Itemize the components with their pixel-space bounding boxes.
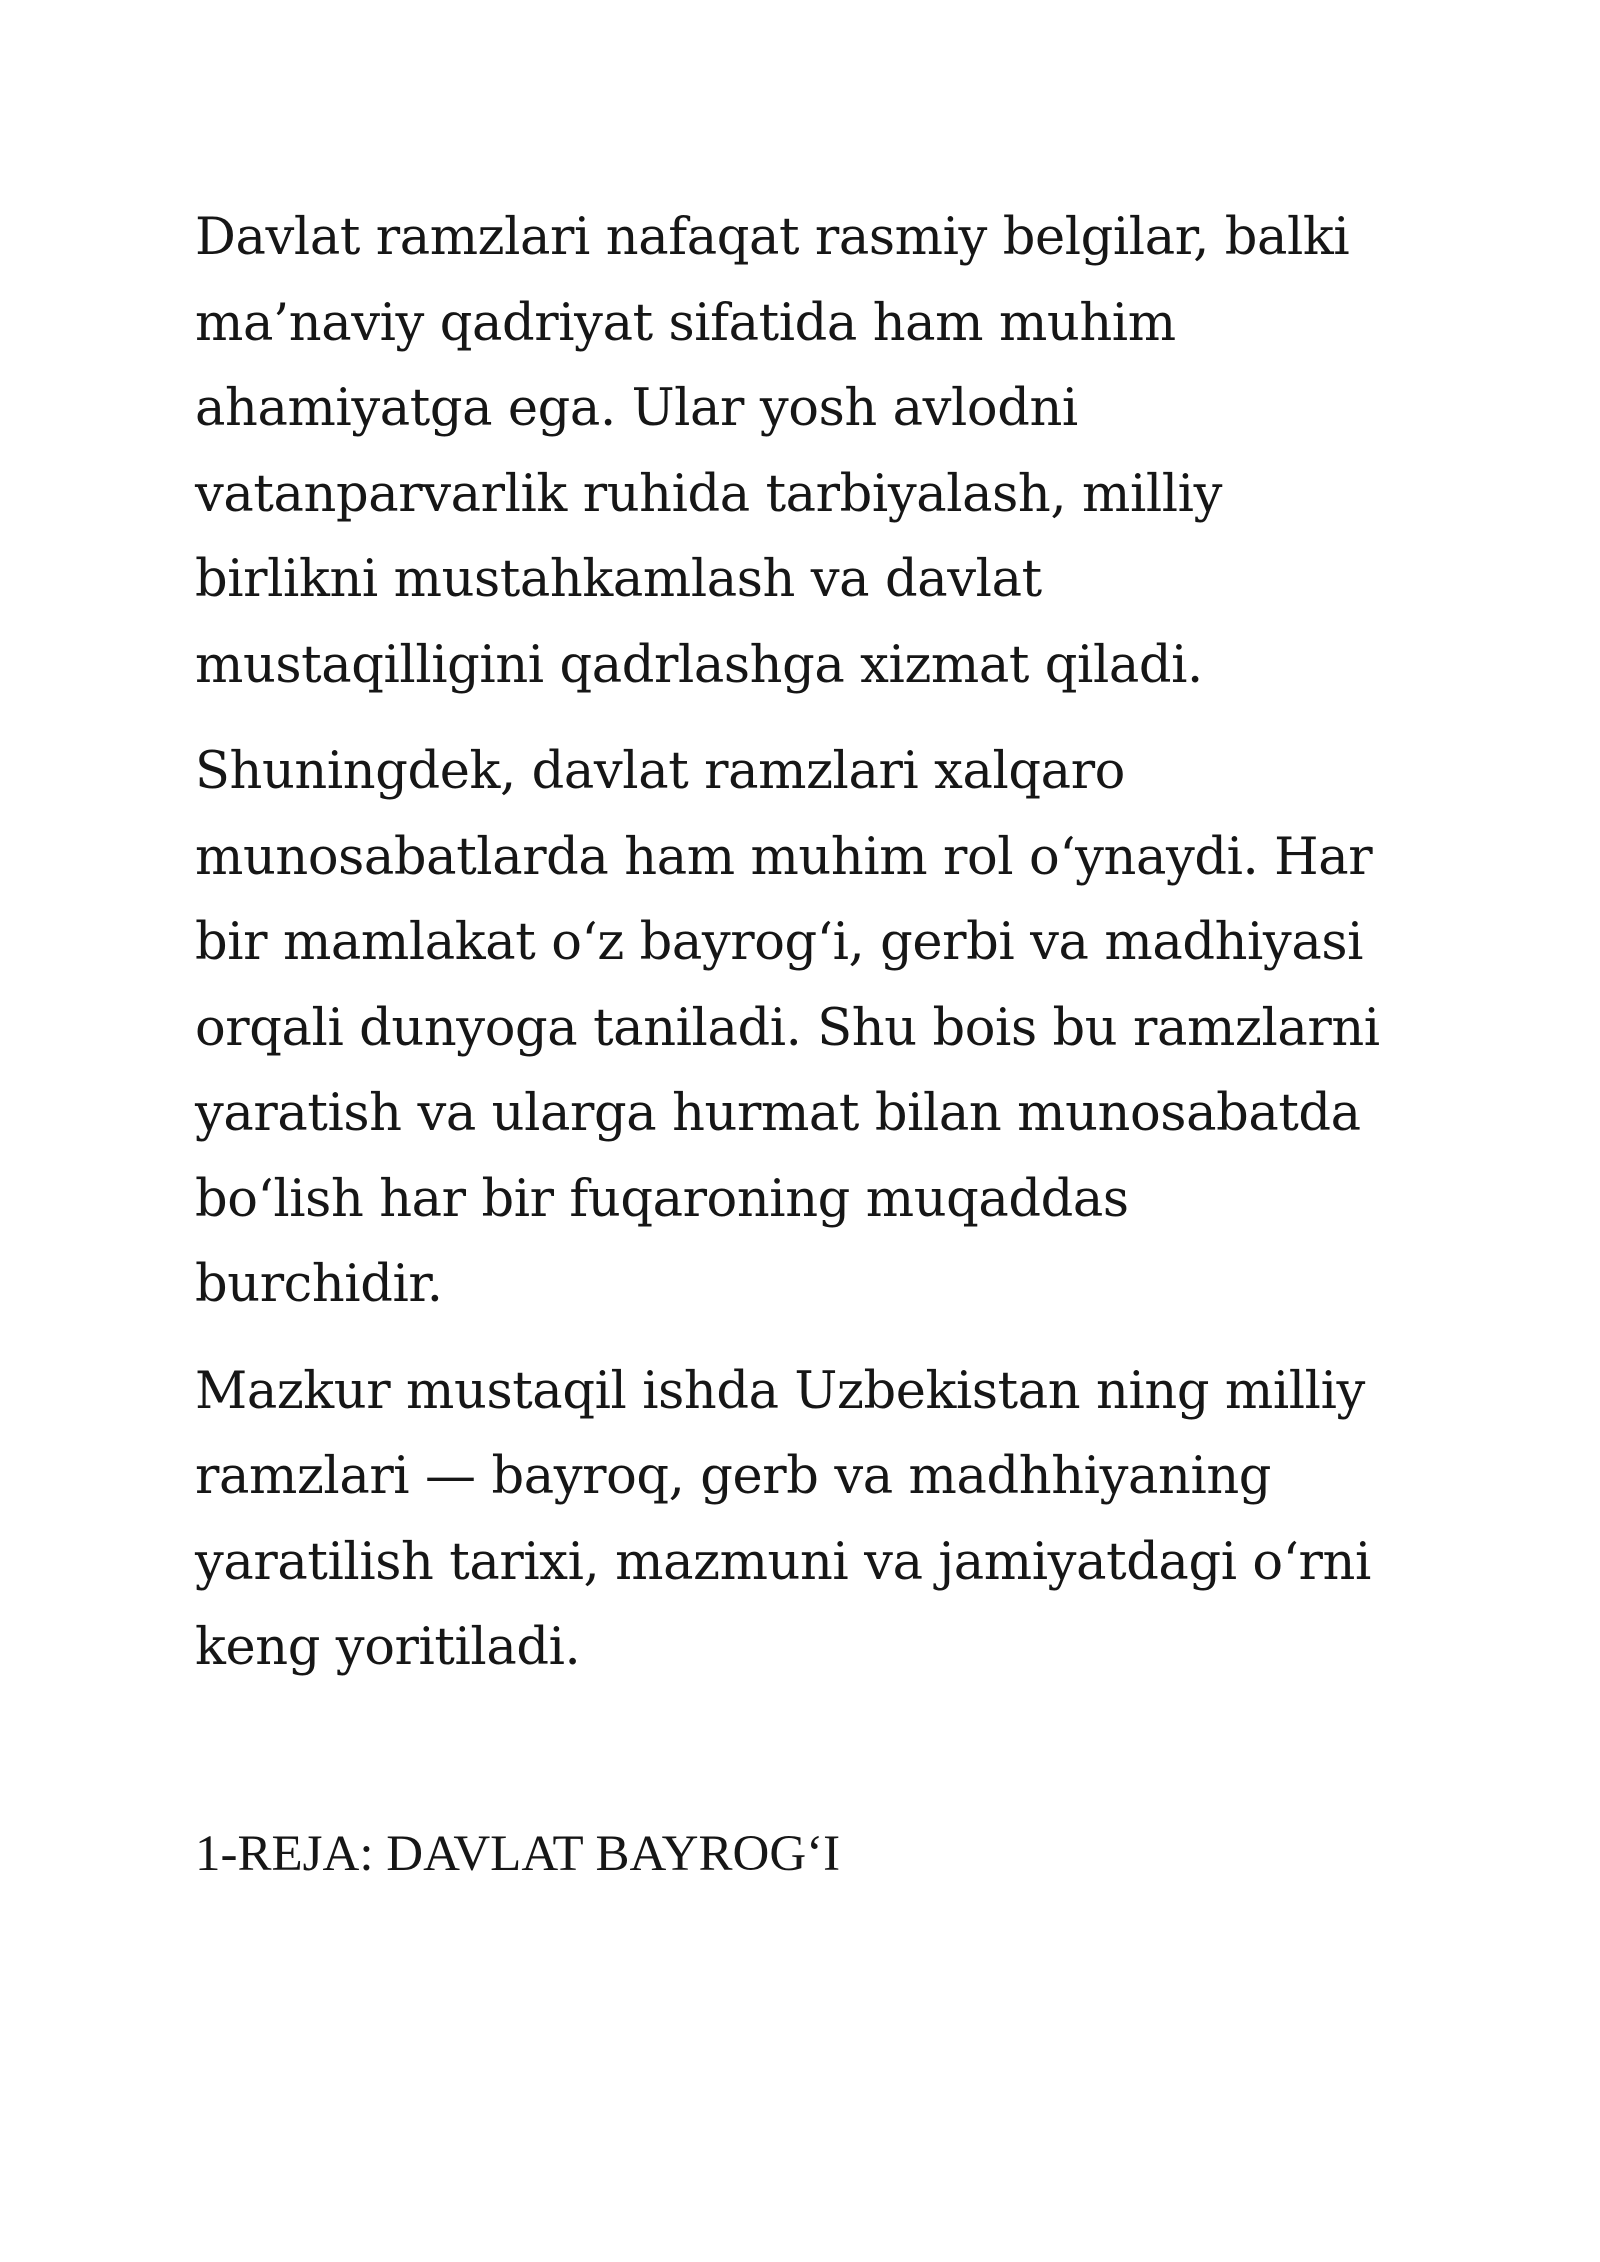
paragraph-independent-work-scope: Mazkur mustaqil ishda Uzbekistan ning milliy ramzlari — bayroq, gerb va madhhiyaning yaratilish tarixi, mazmuni va jamiyatdagi o‘rni keng yoritiladi. [195, 1361, 1371, 1677]
document-body [195, 195, 1430, 1712]
paragraph-state-symbols-values: Davlat ramzlari nafaqat rasmiy belgilar, balki ma’naviy qadriyat sifatida ham muhim ahamiyatga ega. Ular yosh avlodni vatanparvarlik ruhida tarbiyalash, milliy birlikni mustahkamlash va davlat mustaqilligini qadrlashga xizmat qiladi. [195, 208, 1350, 695]
paragraph-international-relations: Shuningdek, davlat ramzlari xalqaro munosabatlarda ham muhim rol o‘ynaydi. Har bir mamlakat o‘z bayrog‘i, gerbi va madhiyasi orqali dunyoga taniladi. Shu bois bu ramzlarni yaratish va ularga hurmat bilan munosabatda bo‘lish har bir fuqaroning muqaddas burchidir. [195, 742, 1380, 1314]
section-heading: 1-REJA: DAVLAT BAYROG‘I [195, 1826, 841, 1882]
